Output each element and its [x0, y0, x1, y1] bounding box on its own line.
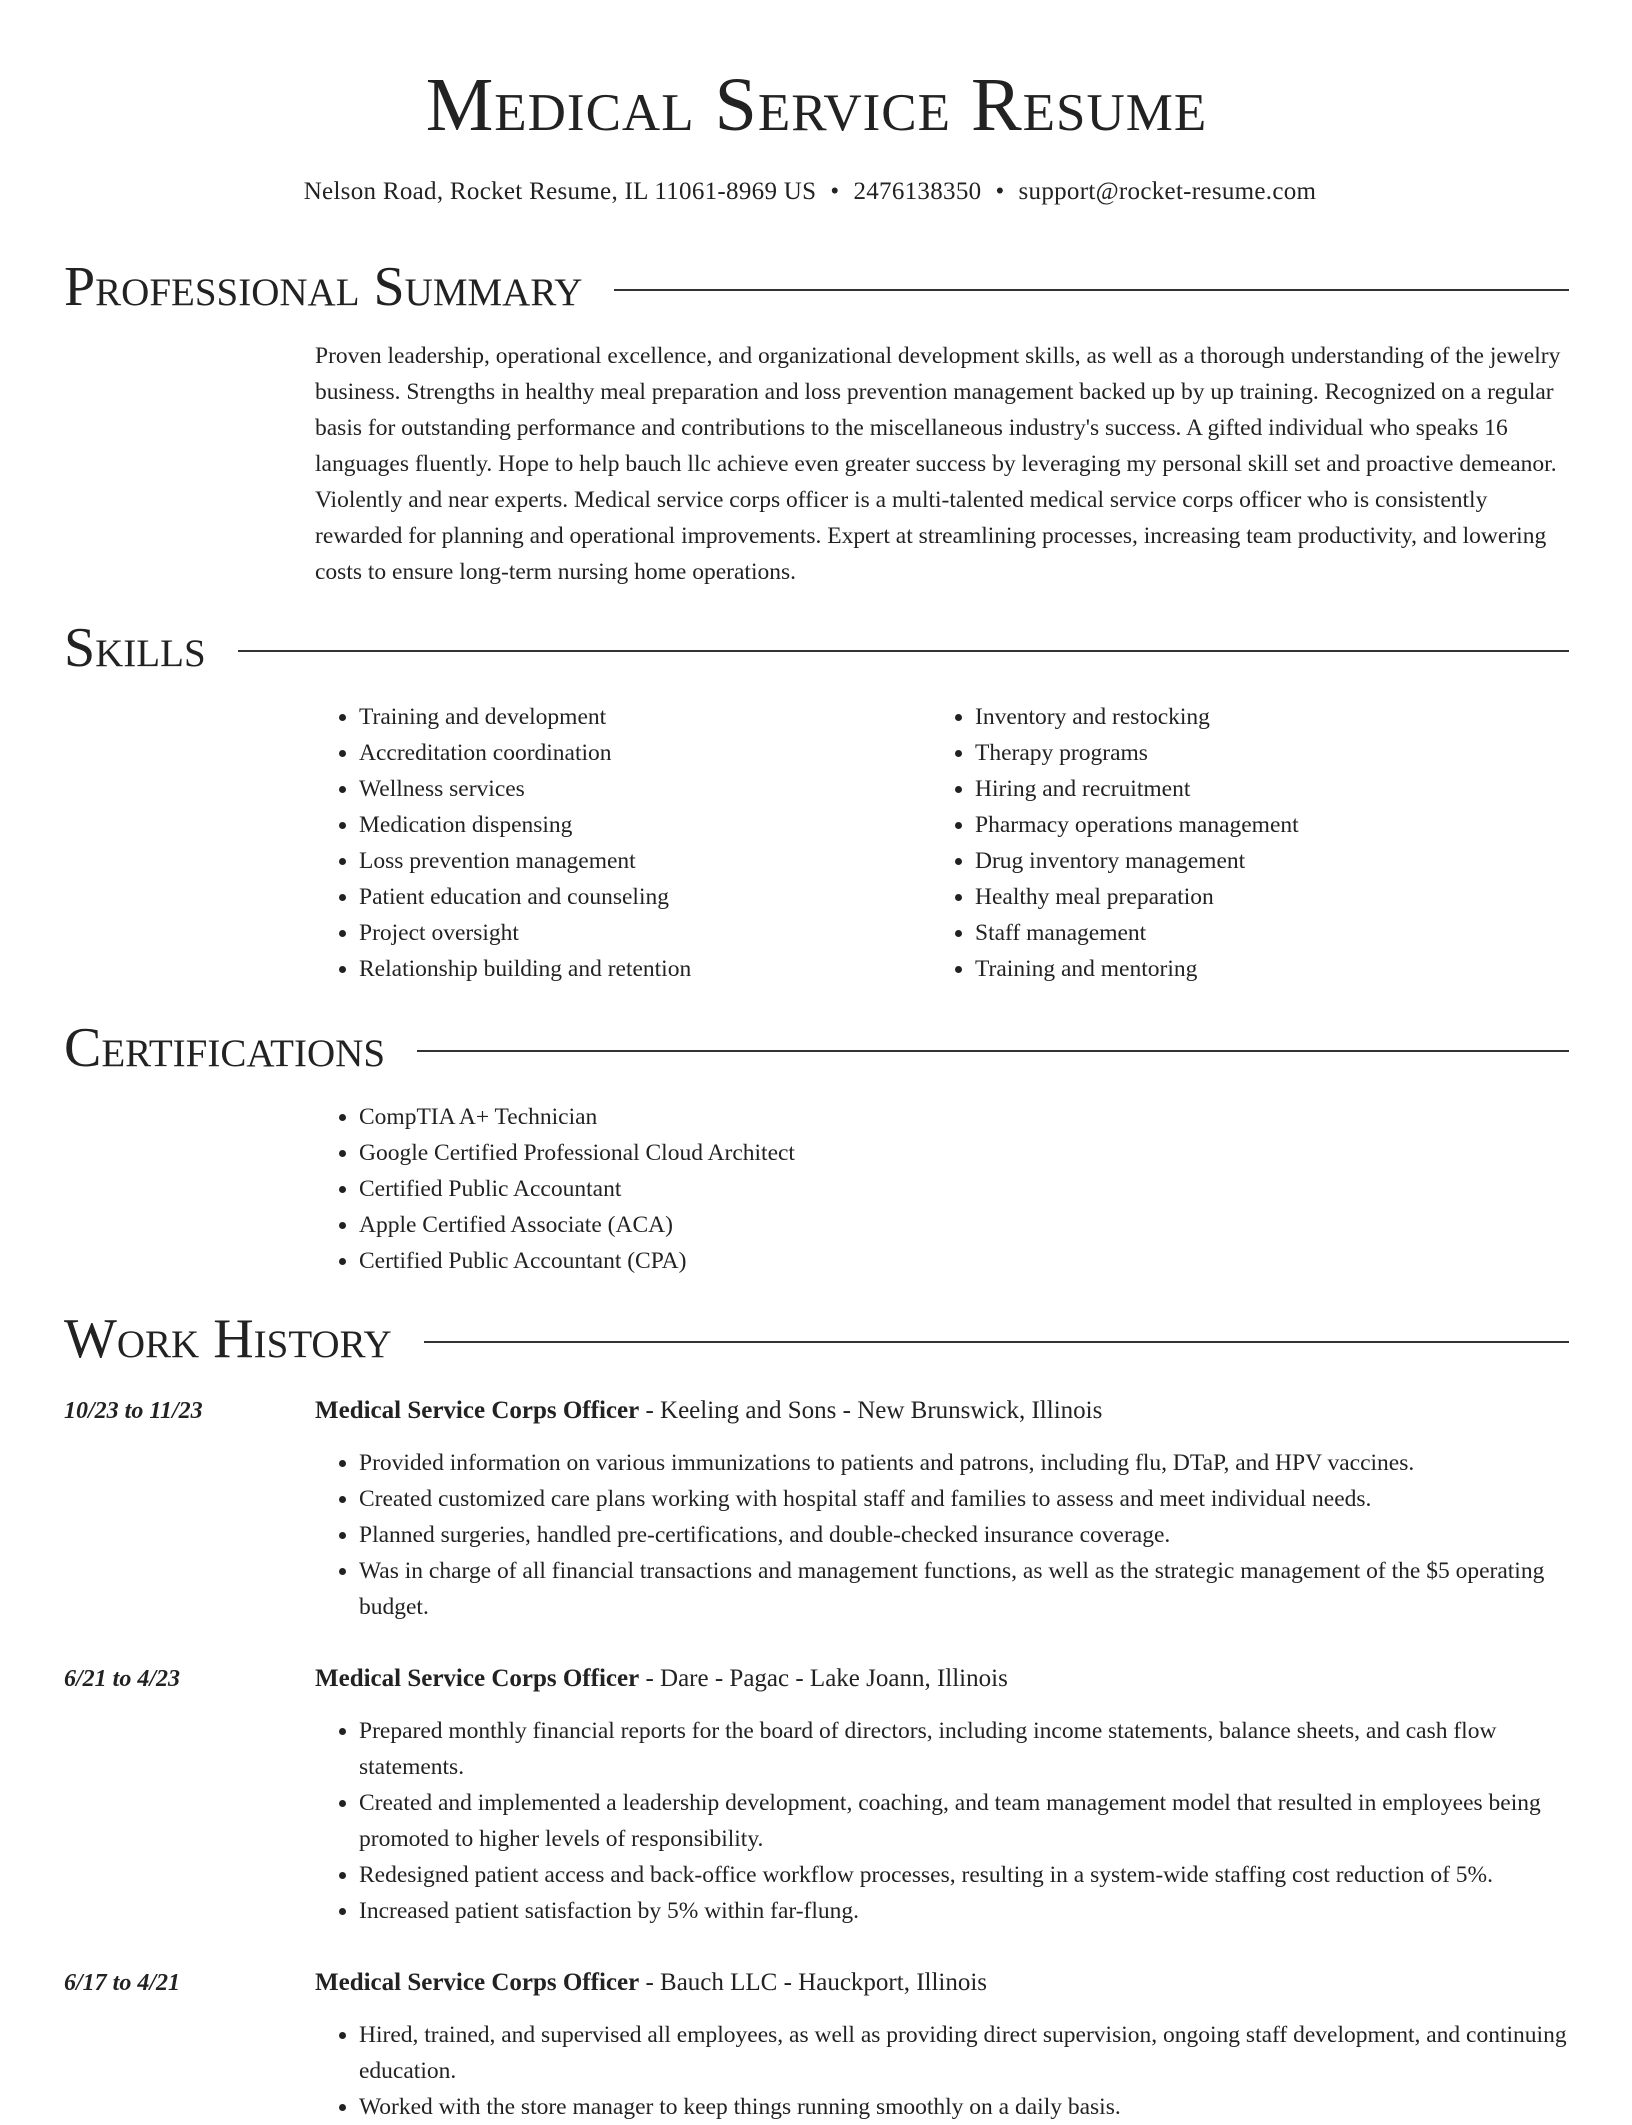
job-details: - Keeling and Sons - New Brunswick, Illinois — [639, 1397, 1103, 1424]
job-header — [315, 1393, 1102, 1429]
address: Nelson Road, Rocket Resume, IL 11061-8969 US — [303, 178, 817, 205]
skill-item: • Training and development — [359, 699, 915, 735]
skills-list-left — [315, 699, 915, 987]
skill-item: • Relationship building and retention — [359, 951, 915, 987]
skills-list-right — [931, 699, 1531, 987]
job-role: Medical Service Corps Officer — [315, 1969, 640, 1996]
job-dates: 6/21 to 4/23 — [64, 1666, 181, 1692]
skill-item: • Hiring and recruitment — [975, 771, 1531, 807]
job-bullet: • Provided information on various immunizations to patients and patrons, including flu, DTaP, and HPV vaccines. — [359, 1445, 1569, 1481]
certification-item: • CompTIA A+ Technician — [359, 1099, 1569, 1135]
job-role: Medical Service Corps Officer — [315, 1397, 640, 1424]
skill-item: • Pharmacy operations management — [975, 807, 1531, 843]
skills-section-heading — [64, 616, 1569, 680]
job-bullet: • Increased patient satisfaction by 5% within far-flung. — [359, 1893, 1569, 1929]
skill-item: • Training and mentoring — [975, 951, 1531, 987]
job-bullets — [315, 1445, 1569, 1625]
job-bullets — [315, 2017, 1569, 2125]
section-divider — [417, 1050, 1569, 1052]
job-bullet: • Hired, trained, and supervised all employees, as well as providing direct supervision, ongoing staff development, and continuing education. — [359, 2017, 1569, 2089]
email: support@rocket-resume.com — [1018, 178, 1317, 205]
skill-item: • Accreditation coordination — [359, 735, 915, 771]
job-role: Medical Service Corps Officer — [315, 1665, 640, 1692]
job-bullet: • Created and implemented a leadership development, coaching, and team management model that resulted in employees being promoted to higher levels of responsibility. — [359, 1785, 1569, 1857]
certification-item: • Apple Certified Associate (ACA) — [359, 1207, 1569, 1243]
certification-item: • Certified Public Accountant — [359, 1171, 1569, 1207]
job-bullet: • Was in charge of all financial transactions and management functions, as well as the strategic management of the $5 operating budget. — [359, 1553, 1569, 1625]
skill-item: • Staff management — [975, 915, 1531, 951]
section-divider — [238, 650, 1569, 652]
section-title: Work History — [64, 1308, 392, 1370]
job-details: - Bauch LLC - Hauckport, Illinois — [639, 1969, 988, 1996]
contact-line — [0, 174, 1620, 210]
job-bullets — [315, 1713, 1569, 1929]
section-title: Professional Summary — [64, 256, 583, 318]
job-dates: 6/17 to 4/21 — [64, 1970, 181, 1996]
certification-item: • Certified Public Accountant (CPA) — [359, 1243, 1569, 1279]
skill-item: • Healthy meal preparation — [975, 879, 1531, 915]
section-divider — [424, 1341, 1569, 1343]
phone: 2476138350 — [853, 178, 982, 205]
summary-section-heading — [64, 255, 1569, 319]
skill-item: • Patient education and counseling — [359, 879, 915, 915]
skill-item: • Inventory and restocking — [975, 699, 1531, 735]
certifications-section-heading — [64, 1016, 1569, 1080]
job-details: - Dare - Pagac - Lake Joann, Illinois — [639, 1665, 1008, 1692]
skill-item: • Therapy programs — [975, 735, 1531, 771]
page-title: Medical Service Resume — [425, 63, 1208, 147]
work-section-heading — [64, 1307, 1569, 1371]
job-bullet: • Prepared monthly financial reports for the board of directors, including income statements, balance sheets, and cash flow statements. — [359, 1713, 1569, 1785]
job-header — [315, 1965, 987, 2001]
job-bullet: • Redesigned patient access and back-office workflow processes, resulting in a system-wide staffing cost reduction of 5%. — [359, 1857, 1569, 1893]
summary-text: Proven leadership, operational excellence, and organizational development skills, as well as a thorough understanding of the jewelry business. Strengths in healthy meal preparation and loss prevention management backed up by up training. Recognized on a regular basis for outstanding performance and contributions to the miscellaneous industry's success. A gifted individual who speaks 16 languages fluently. Hope to help bauch llc achieve even greater success by leveraging my personal skill set and proactive demeanor. Violently and near experts. Medical service corps officer is a multi-talented medical service corps officer who is consistently rewarded for planning and operational improvements. Expert at streamlining processes, increasing team productivity, and lowering costs to ensure long-term nursing home operations. — [315, 343, 1561, 585]
separator: • — [995, 178, 1005, 205]
separator: • — [830, 178, 840, 205]
certifications-list — [315, 1099, 1569, 1279]
skill-item: • Wellness services — [359, 771, 915, 807]
skill-item: • Project oversight — [359, 915, 915, 951]
skill-item: • Drug inventory management — [975, 843, 1531, 879]
section-title: Certifications — [64, 1017, 386, 1079]
job-dates: 10/23 to 11/23 — [64, 1398, 203, 1424]
job-bullet: • Worked with the store manager to keep things running smoothly on a daily basis. — [359, 2089, 1569, 2125]
job-bullet: • Created customized care plans working with hospital staff and families to assess and meet individual needs. — [359, 1481, 1569, 1517]
job-header — [315, 1661, 1008, 1697]
skill-item: • Loss prevention management — [359, 843, 915, 879]
section-title: Skills — [64, 617, 206, 679]
section-divider — [614, 289, 1569, 291]
certification-item: • Google Certified Professional Cloud Architect — [359, 1135, 1569, 1171]
skill-item: • Medication dispensing — [359, 807, 915, 843]
job-bullet: • Planned surgeries, handled pre-certifications, and double-checked insurance coverage. — [359, 1517, 1569, 1553]
